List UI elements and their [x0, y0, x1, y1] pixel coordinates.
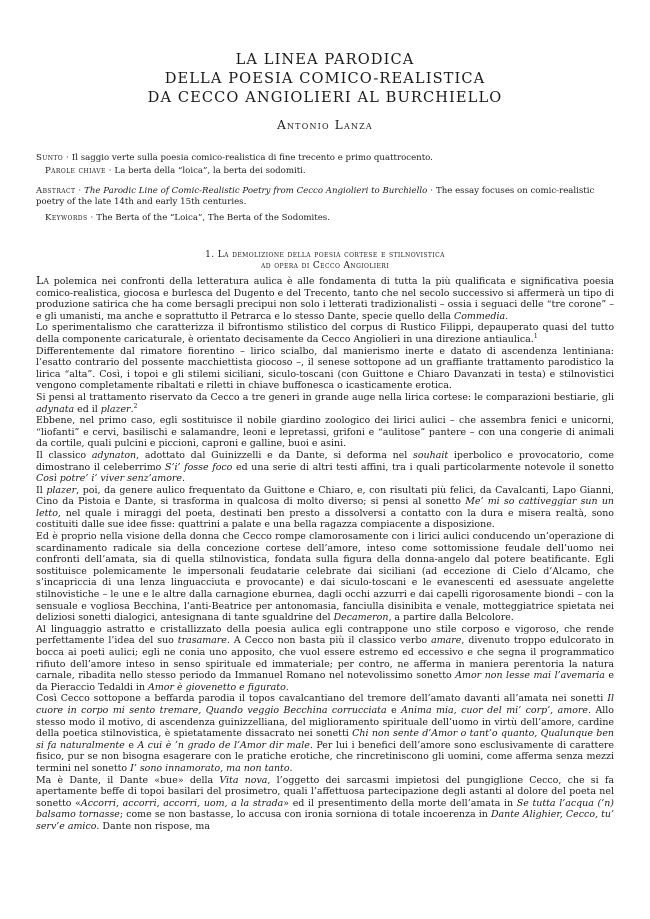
sunto-text: Il saggio verte sulla poesia comico-realistica di fine trecento e primo quattrocento.: [71, 153, 433, 163]
italic-run: Anima mia, cuor del mi’ corp’, amore: [401, 704, 588, 716]
italic-run: Vita nova: [219, 774, 268, 786]
text-run: Lo sperimentalismo che caratterizza il bifrontismo stilistico del corpus di Rustico Filippi, depauperato quasi del tutto della componente caricaturale, è orientato decisamente da Cecco Angiolieri in una direzione antiaulica.: [36, 322, 614, 345]
italic-run: trasamare: [177, 635, 227, 647]
text-run: .: [289, 762, 293, 774]
text-run: . Dante non rispose, ma: [96, 820, 211, 832]
initial-caps: La: [36, 274, 50, 287]
italic-run: Dante Alighier, Cecco, tu’ serv’e amico: [36, 809, 615, 832]
parole-chiave-text: La berta della “loica”, la berta dei sodomiti.: [114, 166, 306, 176]
italic-run: A cui è ’n grado de l’Amor dir male: [137, 739, 310, 751]
italic-run: souhait: [413, 449, 449, 461]
text-run: , divenuto troppo edulcorato in bocca ai poeti aulici; egli ne conia uno apposito, che vuol essere estremo ed eccessivo e che segna il programmatico rifiuto dell’amore inteso in senso spirituale ed immateriale; per contro, ne afferma in maniera perentoria la natura carnale, ribadita nello stesso periodo da Immanuel Romano nel notevolissimo sonetto: [36, 635, 614, 682]
paragraph: [36, 624, 614, 694]
text-run: e: [124, 739, 138, 751]
section-heading-line-1: 1. La demolizione della poesia cortese e stilnovistica: [205, 250, 445, 260]
footnote-ref[interactable]: 1: [533, 332, 538, 340]
italic-run: Se tutta l’acqua (’n) balsamo tornasse: [36, 797, 614, 821]
text-run: Ma è Dante, il Dante «bue» della: [36, 774, 220, 786]
italic-run: S’i’ fosse foco: [164, 461, 233, 473]
text-run: .: [130, 403, 134, 415]
italic-run: Chi non sente d’Amor o tant’o quanto, Qualunque ben si fa naturalmente: [36, 728, 614, 751]
section-heading-line-2: ad opera di Cecco Angiolieri: [261, 261, 389, 271]
paragraph: [36, 485, 614, 531]
text-run: . Allo stesso modo il motivo, di ascendenza guinizzelliana, del miglioramento spirituale dell’uomo in virtù dell’amore, cardine della poetica stilnovistica, è spietatamente dissacrato nei sonetti: [36, 704, 614, 740]
article-title-line-2: DELLA POESIA COMICO-REALISTICA: [164, 70, 486, 87]
author-name: Antonio Lanza: [277, 118, 373, 132]
abstract-title: The Parodic Line of Comic-Realistic Poetry from Cecco Angiolieri to Burchiello: [84, 186, 428, 196]
italic-run: plazer: [46, 484, 77, 496]
paragraph: [36, 392, 614, 415]
abstract: Abstract · The Parodic Line of Comic-Realistic Poetry from Cecco Angiolieri to Burchiello · The essay focuses on comic-realistic poetry of the late 14th and early 15th centuries.: [36, 186, 595, 208]
text-run: , adottato dal Guinizzelli e da Dante, si deforma nel: [136, 449, 414, 461]
paragraph: [36, 775, 614, 833]
paragraph: [36, 693, 614, 774]
paragraph: [36, 322, 614, 345]
italic-run: Amor è giovenetto e figurato: [148, 681, 286, 693]
italic-run: Commedia: [454, 310, 506, 322]
paragraph: [36, 415, 614, 450]
text-run: .: [182, 473, 186, 485]
italic-run: Il cuore in corpo mi sento tremare, Quando veggio Becchina corrucciata: [36, 693, 614, 716]
text-run: Si pensi al trattamento riservato da Cecco a tre generi in grande auge nella lirica cortese: le comparazioni bestiarie, gli: [36, 391, 614, 403]
italic-run: Accorri, accorri, accorri, uom, a la strada: [80, 797, 284, 809]
italic-run: I’ sono innamorato, ma non tanto: [130, 762, 290, 774]
paragraph: [36, 346, 614, 392]
text-run: , l’oggetto dei sarcasmi impietosi del pungiglione Cecco, che si fa apertamente beffe di topoi basilari del prosimetro, quali l’affettuosa partecipazione degli astanti al dolore del poeta nel sonetto «: [36, 774, 614, 809]
text-run: ; come se non bastasse, lo accusa con ironia sorniona di totale incoerenza in: [119, 809, 491, 821]
abstract-text: The essay focuses on comic-realistic poetry of the late 14th and early 15th centuries.: [36, 186, 595, 208]
paragraph: [36, 450, 614, 485]
keywords: Keywords · The Berta of the “Loica”, The Berta of the Sodomites.: [45, 213, 330, 223]
parole-chiave: Parole chiave · La berta della “loica”, la berta dei sodomiti.: [45, 166, 306, 176]
text-run: Differentemente dal rimatore fiorentino – lirico scialbo, dal manierismo inerte e datato di ascendenza lentiniana: l’esatto contrario del possente macchiettista giocoso –, il senese sottopone ad un graffiante trattamento parodistico la lirica “alta”. Così, i topoi e gli stilemi siciliani, siculo-toscani (con Guittone e Chiaro Davanzati in testa) e stilnovistici vengono completamente ribaltati e riletti in chiave buffonesca o icasticamente erotica.: [36, 345, 614, 392]
text-run: ed una serie di altri testi affini, tra i quali particolarmente notevole il sonetto: [232, 461, 614, 473]
text-run: Ed è proprio nella visione della donna che Cecco rompe clamorosamente con i lirici aulici conducendo un’operazione di scardinamento radicale sia della concezione cortese dell’amore, inteso come sottomissione feudale dell’uomo nei confronti dell’amata, sia di quella stilnovistica, fondata sulla figura della donna-angelo dal potere beatificante. Egli sostituisce polemicamente le impersonali feudatarie celebrate dai siciliani (ad eccezione di Cielo d’Alcamo, che s’incapriccia di una lenza linguacciuta e provocante) e dai siculo-toscani e le evanescenti ed asessuate angelette stilnovistiche – le une e le altre dalla carnagione eburnea, dagli occhi azzurri e dai capelli rigorosamente biondi – con la sensuale e vogliosa Becchina, l’anti-Beatrice per antonomasia, fanciulla disinibita e venale, motteggiatrice spietata nei deliziosi sonetti dialogici, antesignana di tante sgualdrine del: [36, 531, 614, 624]
text-run: . Per lui i benefici dell’amore sono esclusivamente di carattere fisico, pur se non bisogna esagerare con le pratiche erotiche, che rincretiniscono gli uomini, come afferma senza mezzi termini nel sonetto: [36, 739, 614, 774]
text-run: iperbolico e provocatorio, come dimostrano il celeberrimo: [36, 449, 614, 473]
article-title-line-3: DA CECCO ANGIOLIERI AL BURCHIELLO: [147, 89, 503, 106]
italic-run: Amor non lesse mai l’avemaria: [455, 670, 605, 682]
article-body: [36, 275, 614, 833]
text-run: , nel quale i miraggi del poeta, destinati ben presto a dissolversi a contatto con la dura e misera realtà, sono costituiti dalle sue idee fisse: quattrini a palate e una bella ragazza compiacente a disposizione.: [36, 507, 614, 531]
italic-run: Così potre’ i’ viver senz’amore: [36, 473, 183, 485]
text-run: e: [386, 704, 402, 716]
text-run: , a partire dalla Belcolore.: [388, 612, 514, 624]
paragraph: [36, 531, 614, 624]
text-run: , poi, da genere aulico frequentato da Guittone e Chiaro, e, con risultati più felici, da Cavalcanti, Lapo Gianni, Cino da Pistoia e Dante, si trasforma in qualcosa di molto diverso; si pensi al sonetto: [36, 484, 614, 508]
article-title-line-1: LA LINEA PARODICA: [235, 51, 415, 68]
section-heading: [36, 250, 614, 272]
text-run: e da Pieraccio Tedaldi in: [36, 670, 614, 693]
keywords-label: Keywords: [45, 213, 88, 223]
text-run: Così Cecco sottopone a beffarda parodia il topos cavalcantiano del tremore dell’amato davanti all’amata nei sonetti: [36, 693, 608, 705]
text-run: polemica nei confronti della letteratura aulica è alle fondamenta di tutta la più qualificata e significativa poesia comico-realistica, giocosa e burlesca del Dugento e del Trecento, tanto che nel secolo successivo si affermerà un tipo di produzione satirica che ha come bersagli precipui non solo i letterati tradizionalisti – ossia i seguaci delle “tre corone” – e gli umanisti, ma anche e soprattutto il Petrarca e lo stesso Dante, specie quello della: [36, 276, 614, 322]
text-run: Il: [36, 484, 47, 496]
sunto: Sunto · Il saggio verte sulla poesia comico-realistica di fine trecento e primo quattrocento.: [36, 153, 433, 163]
text-run: . A Cecco non basta più il classico verbo: [226, 635, 432, 647]
text-run: ed il: [74, 403, 101, 415]
text-run: Ebbene, nel primo caso, egli sostituisce il nobile giardino zoologico dei lirici aulici – che assembra fenici e unicorni, “liofanti” e cervi, basilischi e salamandre, leoni e lepretassi, grifoni e “aulitose” pantere – con una congerie di animali da cortile, quali pulcini e piccioni, caproni e galline, buoi e asini.: [36, 415, 614, 450]
italic-run: adynaton: [91, 449, 137, 461]
text-run: Al linguaggio astratto e cristallizzato della poesia aulica egli contrappone uno stile corposo e vigoroso, che rende perfettamente l’idea del suo: [36, 623, 614, 647]
text-run: Il classico: [36, 449, 92, 461]
italic-run: plazer: [100, 403, 131, 415]
italic-run: Decameron: [333, 612, 389, 624]
text-run: » ed il presentimento della morte dell’amata in: [283, 797, 517, 809]
italic-run: Me’ mi so cattiveggiar sun un letto: [36, 496, 614, 519]
abstract-label: Abstract: [36, 186, 76, 196]
footnote-ref[interactable]: 2: [133, 402, 138, 410]
paragraph: [36, 275, 614, 322]
text-run: .: [285, 681, 289, 693]
sunto-label: Sunto: [36, 153, 64, 163]
italic-run: amare: [431, 635, 462, 647]
text-run: .: [505, 310, 509, 322]
parole-chiave-label: Parole chiave: [45, 166, 106, 176]
italic-run: adynata: [36, 403, 75, 415]
keywords-text: The Berta of the “Loica”, The Berta of the Sodomites.: [96, 213, 330, 223]
